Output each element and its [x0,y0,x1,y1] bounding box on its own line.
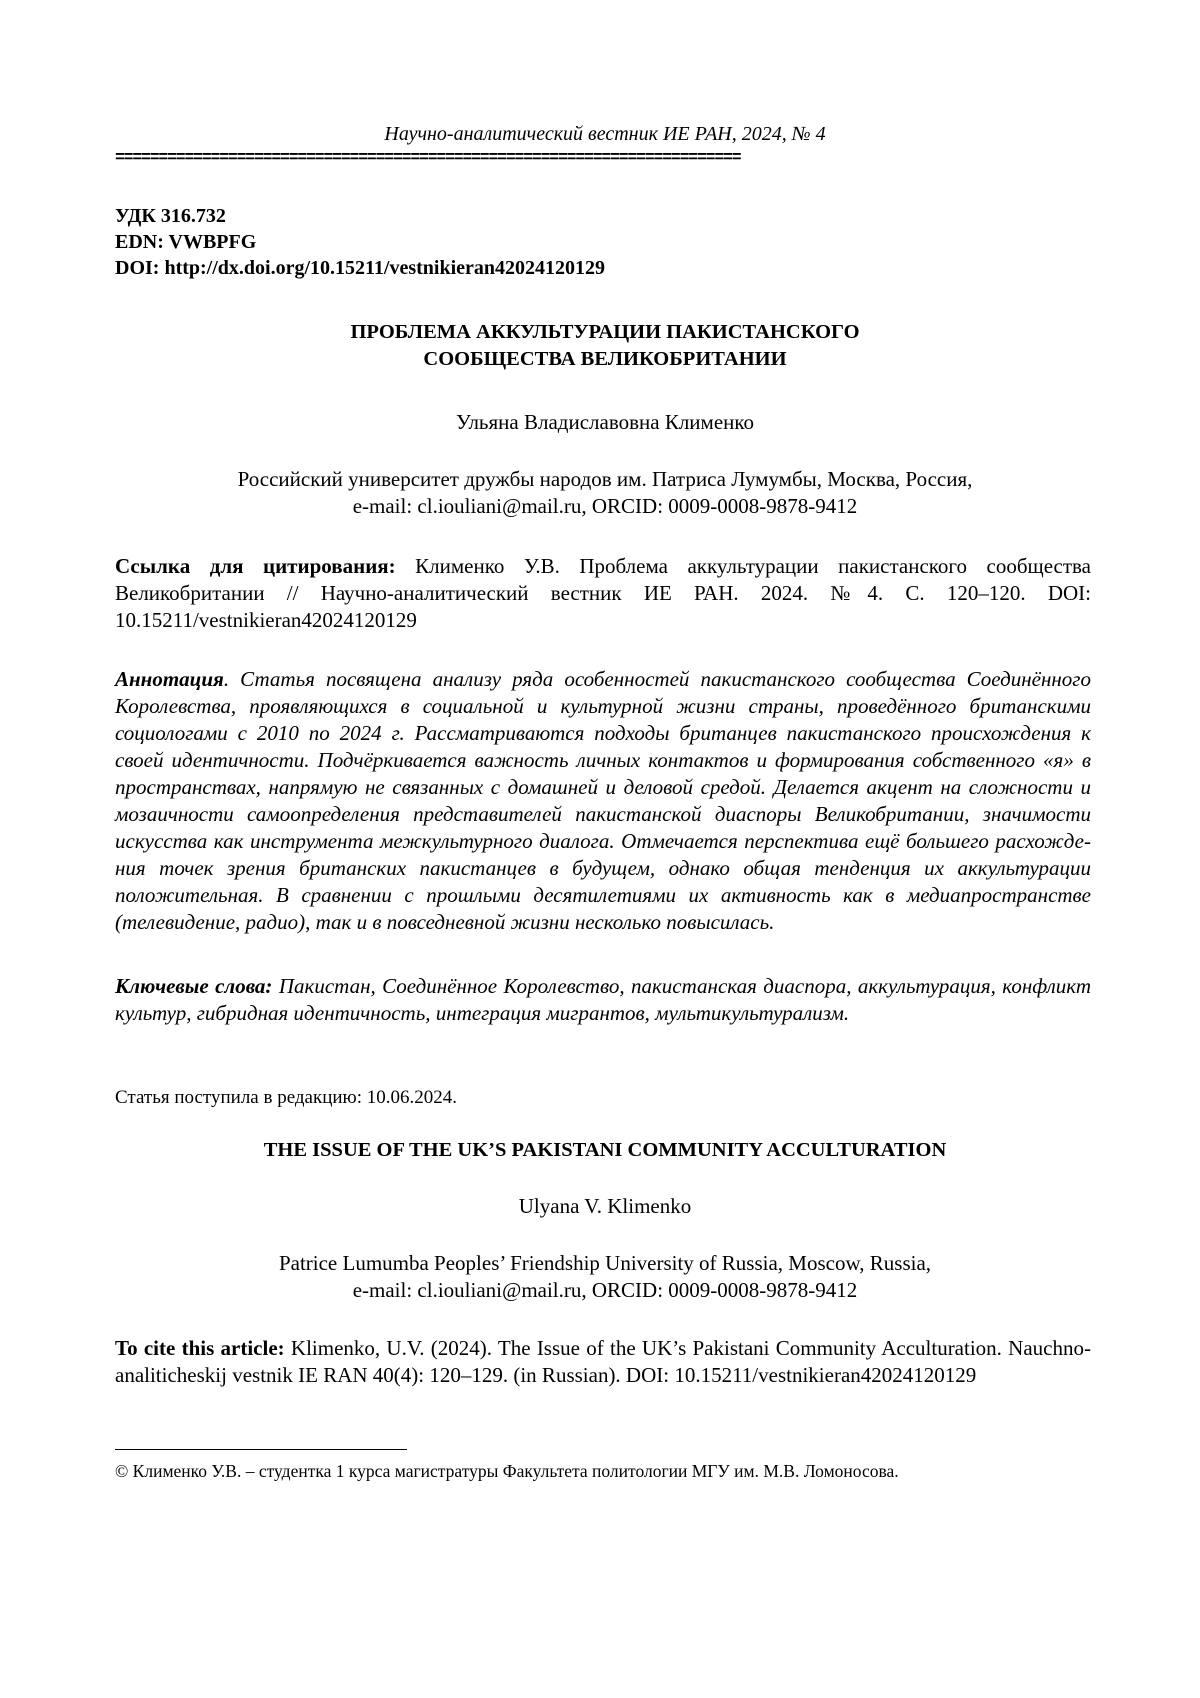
affiliation-en [115,1250,1095,1304]
footnote: © Клименко У.В. – студентка 1 курса магистратуры Факультета политологии МГУ им. М.В. Ломоносова. [115,1461,899,1481]
affiliation-en-line-2: e-mail: cl.iouliani@mail.ru, ORCID: 0009-0008-9878-9412 [352,1278,858,1302]
article-title-en: THE ISSUE OF THE UK’S PAKISTANI COMMUNITY ACCULTURATION [263,1139,947,1161]
received-date: Статья поступила в редакцию: 10.06.2024. [115,1087,458,1108]
keywords-ru [115,973,1091,1027]
abstract-ru-text: . Статья посвящена анализу ряда особенностей пакистанского сообщества Соединённого Королевства, проявляющихся в социальной и культурной жизни страны, проведённого британскими социологами с 2010 по 2024 г. Рассматриваются подходы британцев пакистанского происхождения к своей идентичности. Подчёркивается важность личных контактов и формирования собственного «я» в пространствах, напрямую не связанных с домашней и деловой средой. Делается акцент на сложности и мозаичности самоопределения представителей пакистанской диаспоры Великобритании, значимости искусства как инструмента межкультурного диалога. Отмечается перспектива ещё большего расхождения точек зрения британских пакистанцев в будущем, однако общая тенденция их аккультурации положительная. В сравнении с прошлыми десятилетиями их активность как в медиапространстве (телевидение, радио), так и в повседневной жизни несколько повысилась. [115,667,1091,934]
citation-en [115,1335,1091,1389]
citation-ru-label: Ссылка для цитирования: [115,554,396,578]
title-ru-line-1: ПРОБЛЕМА АККУЛЬТУРАЦИИ ПАКИСТАНСКОГО [350,321,860,343]
author-name-en: Ulyana V. Klimenko [518,1194,692,1218]
footnote-divider [115,1449,407,1450]
article-title-ru [115,319,1095,373]
affiliation-ru-line-1: Российский университет дружбы народов им. Патриса Лумумбы, Москва, Россия, [237,467,973,491]
citation-en-label: To cite this article: [115,1336,285,1360]
edn-code: EDN: VWBPFG [115,231,257,253]
affiliation-en-line-1: Patrice Lumumba Peoples’ Friendship University of Russia, Moscow, Russia, [278,1251,932,1275]
citation-ru-text: Клименко У.В. Проблема аккультурации пакистанского сообщества Великобритании // Научно-аналитический вестник ИЕ РАН. 2024. №4. С. 120–120. DOI: 10.15211/vestnikieran42024120129 [115,554,1091,632]
keywords-ru-text: Пакистан, Соединённое Королевство, пакистанская диаспора, аккультурация, конфликт культур, гибридная идентичность, интеграция мигрантов, мультикультурализм. [115,974,1091,1025]
journal-header: Научно-аналитический вестник ИЕ РАН, 2024, № 4 [384,123,826,145]
keywords-ru-label: Ключевые слова: [115,974,273,998]
doi-link[interactable]: DOI: http://dx.doi.org/10.15211/vestnikieran42024120129 [115,257,606,279]
udk-code: УДК 316.732 [115,205,226,227]
article-identifiers [115,203,605,281]
affiliation-ru [115,466,1095,520]
abstract-ru [115,666,1091,936]
affiliation-ru-line-2: e-mail: cl.iouliani@mail.ru, ORCID: 0009-0008-9878-9412 [352,494,858,518]
author-name-ru: Ульяна Владиславовна Клименко [455,410,755,434]
header-separator: ======================================================================== [115,149,741,167]
abstract-ru-label: Аннотация [115,667,224,691]
title-ru-line-2: СООБЩЕСТВА ВЕЛИКОБРИТАНИИ [423,348,787,370]
citation-ru [115,553,1091,634]
citation-en-text: Klimenko, U.V. (2024). The Issue of the UK’s Pakistani Community Acculturation. Nauchno-analiticheskij vestnik IE RAN 40(4): 120–129. (in Russian). DOI: 10.15211/vestnikieran42024120129 [115,1336,1091,1387]
